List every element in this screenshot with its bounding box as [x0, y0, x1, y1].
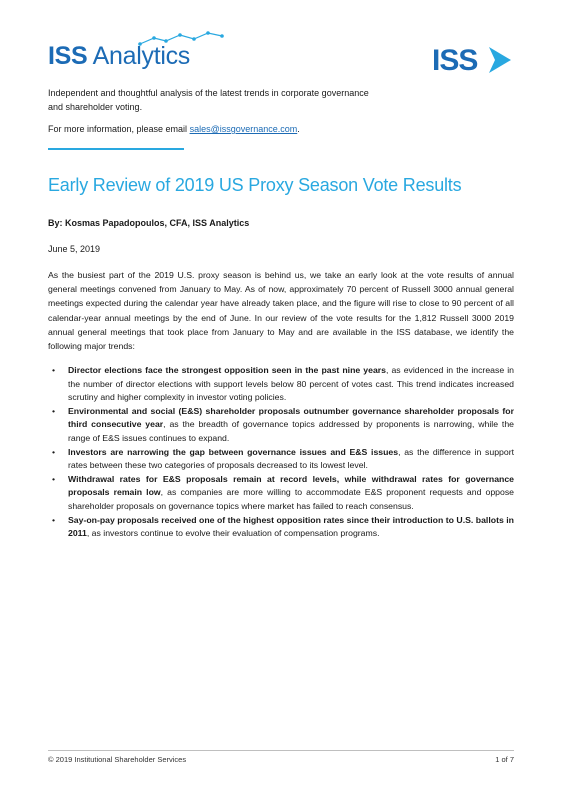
bullet-bold-text: Investors are narrowing the gap between governance issues and E&S issues — [68, 446, 399, 457]
intro-text: Independent and thoughtful analysis of the latest trends in corporate governance and shareholder voting. — [48, 88, 369, 112]
bullet-bold-text: Environmental and social (E&S) shareholder proposals outnumber governance shareholder proposals for third consecutive year — [68, 405, 514, 430]
bullet-icon: • — [52, 473, 56, 484]
iss-mark-text: ISS — [432, 44, 478, 77]
footer-copyright: © 2019 Institutional Shareholder Services — [48, 755, 187, 764]
article-title: Early Review of 2019 US Proxy Season Vote Results — [48, 175, 462, 195]
bullet-bold-text: Say-on-pay proposals received one of the highest opposition rates since their introduction to U.S. ballots in 2011 — [68, 514, 514, 539]
article-date: June 5, 2019 — [48, 244, 101, 254]
bullet-rest-text: , as companies are more willing to accommodate E&S proponent requests and oppose shareholder proposals on governance topics where market has failed to reach consensus. — [68, 487, 514, 511]
list-item — [48, 514, 514, 541]
intro-paragraph: As the busiest part of the 2019 U.S. proxy season is behind us, we take an early look at the vote results of annual general meetings convened from January to May. As of now, approximately 70 percent of Russell 3000 annual general meetings expected during the calendar year have already taken place, and the figure will rise to close to 90 percent of all calendar-year annual meetings by the end of June. In our review of the vote results for the 1,812 Russell 3000 2019 annual general meetings that took place from January to May and are available in the ISS database, we identify the following major trends: — [48, 270, 514, 352]
contact-suffix: . — [297, 124, 300, 134]
contact-line — [48, 124, 300, 134]
bullet-rest-text: , as the difference in support rates between these two categories of proposals decreased to its lowest level. — [68, 446, 515, 471]
iss-analytics-logo — [48, 30, 198, 72]
bullet-rest-text: , as evidenced in the increase in the number of director elections with support levels below 80 percent of votes cast. This trend indicates increased scrutiny and higher complexity in investor voting policies. — [68, 365, 514, 403]
arrow-chevron-icon — [489, 47, 511, 73]
footer-divider — [48, 750, 514, 751]
article-byline: By: Kosmas Papadopoulos, CFA, ISS Analytics — [48, 218, 250, 228]
trend-bullet-list — [48, 364, 514, 541]
list-item — [48, 405, 514, 446]
bullet-icon: • — [52, 405, 56, 416]
bullet-rest-text: , as the breadth of governance topics addressed by proponents is narrowing, while the range of E&S issues continues to expand. — [68, 419, 514, 443]
bullet-bold-text: Director elections face the strongest opposition seen in the past nine years — [68, 365, 386, 375]
bullet-icon: • — [52, 514, 56, 525]
bullet-bold-text: Withdrawal rates for E&S proposals remain at record levels, while withdrawal rates for governance proposals remain low — [68, 473, 514, 498]
header-divider — [48, 148, 184, 150]
logo-rest-text: Analytics — [87, 42, 191, 70]
logo-bold-text: ISS — [48, 42, 88, 70]
contact-email-link[interactable]: sales@issgovernance.com — [189, 124, 298, 134]
bullet-icon: • — [52, 446, 56, 457]
iss-brand-mark — [432, 44, 514, 78]
logo-wordmark — [48, 42, 190, 71]
page-number: 1 of 7 — [495, 755, 514, 764]
list-item — [48, 473, 514, 514]
list-item — [48, 446, 514, 473]
bullet-rest-text: , as investors continue to evolve their evaluation of compensation programs. — [86, 528, 380, 539]
contact-prefix: For more information, please email — [48, 124, 190, 134]
list-item — [48, 364, 514, 405]
bullet-icon: • — [52, 365, 56, 375]
